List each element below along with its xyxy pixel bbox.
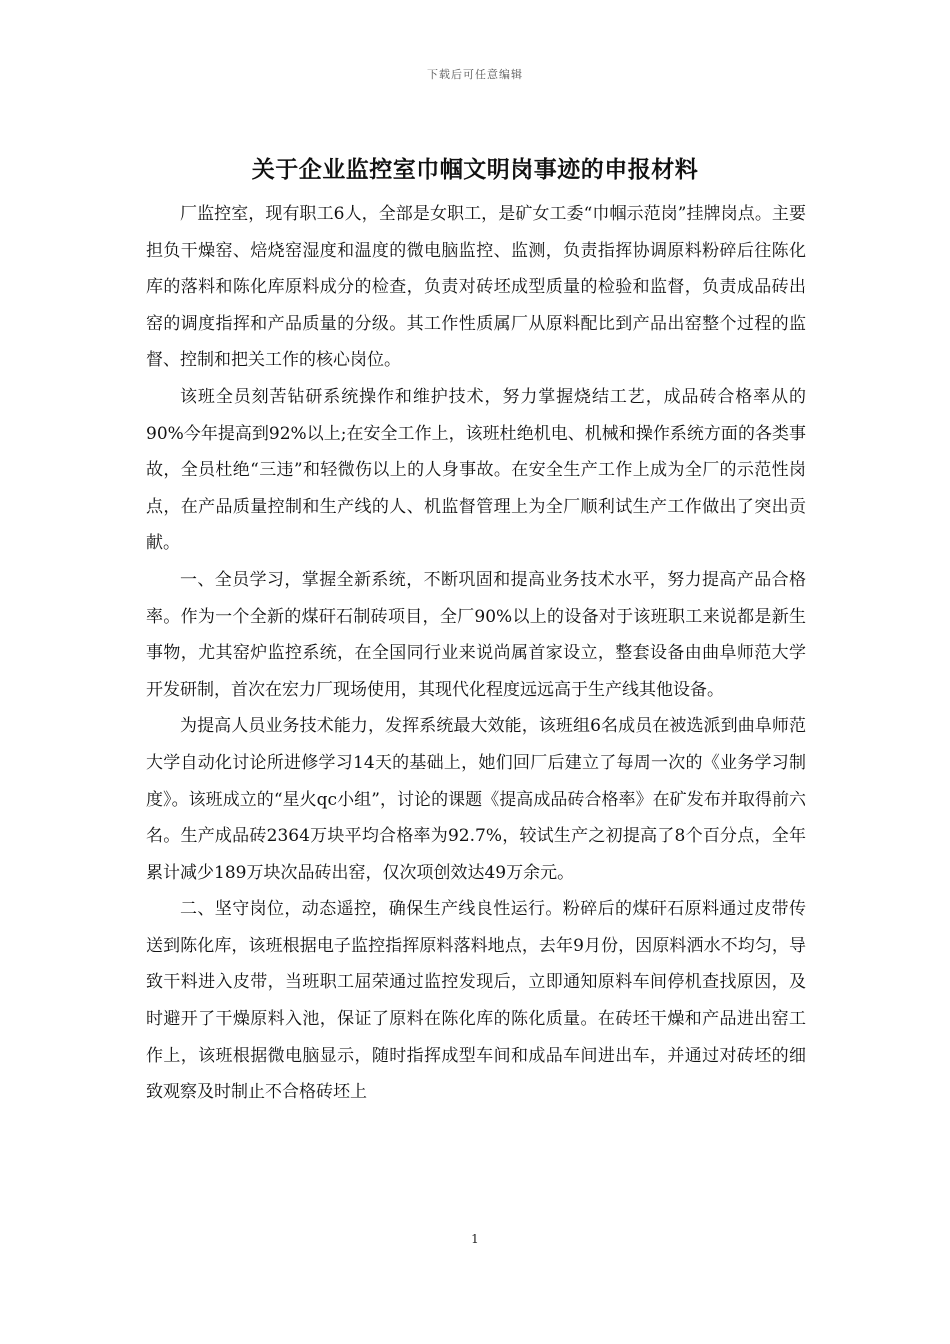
header-note: 下载后可任意编辑 [427, 68, 523, 81]
paragraph-section-two: 二、坚守岗位，动态遥控，确保生产线良性运行。粉碎后的煤矸石原料通过皮带传送到陈化库，该班根据电子监控指挥原料落料地点，去年9月份，因原料洒水不均匀，导致干料进入皮带，当班职工屈荣通过监控发现后，立即通知原料车间停机查找原因，及时避开了干燥原料入池，保证了原料在陈化库的陈化质量。在砖坯干燥和产品进出窑工作上，该班根据微电脑显示，随时指挥成型车间和成品车间进出车，并通过对砖坯的细致观察及时制止不合格砖坯上 [146, 899, 806, 1103]
document-title: 关于企业监控室巾帼文明岗事迹的申报材料 [251, 156, 699, 183]
document-body [146, 196, 806, 1111]
paragraph-section-one: 一、全员学习，掌握全新系统，不断巩固和提高业务技术水平，努力提高产品合格率。作为一个全新的煤矸石制砖项目，全厂90%以上的设备对于该班职工来说都是新生事物，尤其窑炉监控系统，在全国同行业来说尚属首家设立，整套设备由曲阜师范大学开发研制，首次在宏力厂现场使用，其现代化程度远远高于生产线其他设备。 [146, 569, 806, 700]
paragraph-safety: 该班全员刻苦钻研系统操作和维护技术，努力掌握烧结工艺，成品砖合格率从的90%今年提高到92%以上;在安全工作上，该班杜绝机电、机械和操作系统方面的各类事故，全员杜绝“三违”和轻微伤以上的人身事故。在安全生产工作上成为全厂的示范性岗点，在产品质量控制和生产线的人、机监督管理上为全厂顺利试生产工作做出了突出贡献。 [146, 386, 806, 554]
paragraph-training: 为提高人员业务技术能力，发挥系统最大效能，该班组6名成员在被选派到曲阜师范大学自动化讨论所进修学习14天的基础上，她们回厂后建立了每周一次的《业务学习制度》。该班成立的“星火qc小组”，讨论的课题《提高成品砖合格率》在矿发布并取得前六名。生产成品砖2364万块平均合格率为92.7%，较试生产之初提高了8个百分点，全年累计减少189万块次品砖出窑，仅次项创效达49万余元。 [146, 716, 806, 883]
page-number: 1 [471, 1232, 479, 1246]
paragraph-intro: 厂监控室，现有职工6人，全部是女职工，是矿女工委“巾帼示范岗”挂牌岗点。主要担负干燥窑、焙烧窑湿度和温度的微电脑监控、监测，负责指挥协调原料粉碎后往陈化库的落料和陈化库原料成分的检查，负责对砖坯成型质量的检验和监督，负责成品砖出窑的调度指挥和产品质量的分级。其工作性质属厂从原料配比到产品出窑整个过程的监督、控制和把关工作的核心岗位。 [146, 204, 806, 371]
